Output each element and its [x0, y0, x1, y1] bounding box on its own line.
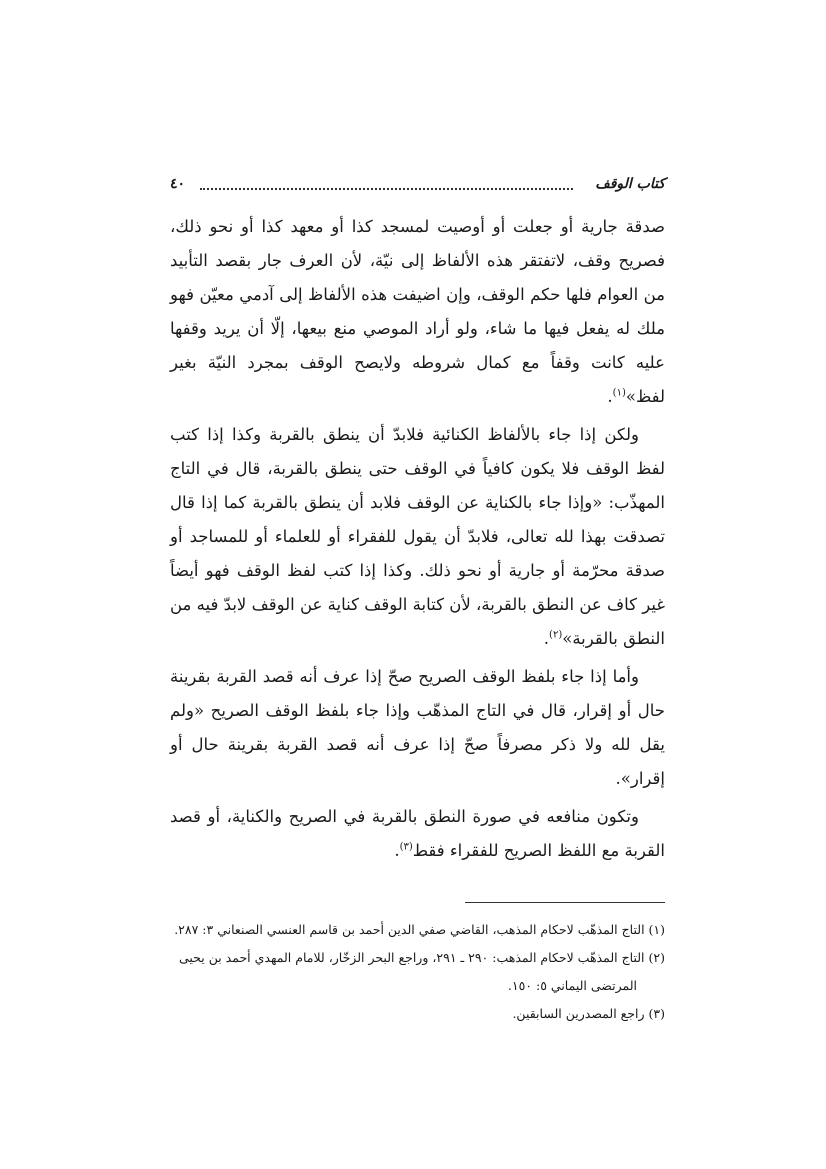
page	[170, 170, 665, 1029]
paragraph-text: صدقة جارية أو جعلت أو أوصيت لمسجد كذا أو معهد كذا أو نحو ذلك، فصريح وقف، لاتفتقر هذه الألفاظ إلى نيّة، لأن العرف جار بقصد التأبيد من العوام فلها حكم الوقف، وإن اضيفت هذه الألفاظ إلى آدمي معيّن فهو ملك له يفعل فيها ما شاء، ولو أراد الموصي منع بيعها، إلّا أن يريد وقفها عليه كانت وقفاً مع كمال شروطه ولايصح الوقف بمجرد النيّة بغير لفظ»	[170, 217, 665, 406]
footnote-ref-1: (١)	[612, 387, 626, 399]
footnote-ref-3: (٣)	[399, 841, 413, 853]
footnote-3: (٣) راجع المصدرين السابقين.	[512, 1006, 665, 1021]
paragraph-tail: .	[607, 387, 613, 406]
footnote-1: (١) التاج المذهّب لاحكام المذهب، القاضي صفي الدين أحمد بن قاسم العنسي الصنعاني ٣: ٢٨٧.	[174, 922, 665, 937]
paragraph-2	[170, 418, 665, 656]
footnote-2-continuation: المرتضى اليماني ٥: ١٥٠.	[507, 978, 637, 993]
footnote-ref-2: (٢)	[549, 629, 563, 641]
page-number: ٤٠	[170, 176, 186, 192]
paragraph-tail: .	[394, 841, 400, 860]
header-leader-dots	[200, 188, 573, 190]
paragraph-3	[170, 660, 665, 796]
paragraph-text: وتكون منافعه في صورة النطق بالقربة في الصريح والكناية، أو قصد القربة مع اللفظ الصريح للفقراء فقط	[170, 807, 665, 860]
footnote-separator	[465, 902, 665, 903]
running-header	[170, 170, 665, 198]
footnotes	[145, 917, 665, 1027]
footnote-2: (٢) التاج المذهّب لاحكام المذهب: ٢٩٠ ـ ٢٩١، وراجع البحر الزخّار، للامام المهدي أحمد بن يحيى	[178, 950, 665, 965]
paragraph-text: وأما إذا جاء بلفظ الوقف الصريح صحّ إذا عرف أنه قصد القربة بقرينة حال أو إقرار، قال في التاج المذهّب وإذا جاء بلفظ الوقف الصريح «ولم يقل لله ولا ذكر مصرفاً صحّ إذا عرف أنه قصد القربة بقرينة حال أو إقرار».	[170, 667, 665, 788]
main-text	[170, 210, 665, 868]
paragraph-4	[170, 800, 665, 868]
paragraph-text: ولكن إذا جاء بالألفاظ الكنائية فلابدّ أن ينطق بالقربة وكذا إذا كتب لفظ الوقف فلا يكون كافياً في الوقف حتى ينطق بالقربة، قال في التاج المهذّب: «وإذا جاء بالكناية عن الوقف فلابد أن ينطق بالقربة كما إذا قال تصدقت بهذا لله تعالى، فلابدّ أن يقول للفقراء أو للعلماء أو للمساجد أو صدقة محرّمة أو جارية أو نحو ذلك. وكذا إذا كتب لفظ الوقف فهو أيضاً غير كاف عن النطق بالقربة، لأن كتابة الوقف كناية عن الوقف لابدّ فيه من النطق بالقربة»	[170, 425, 665, 648]
paragraph-1	[170, 210, 665, 414]
header-title: كتاب الوقف	[595, 176, 665, 192]
paragraph-tail: .	[543, 629, 550, 648]
